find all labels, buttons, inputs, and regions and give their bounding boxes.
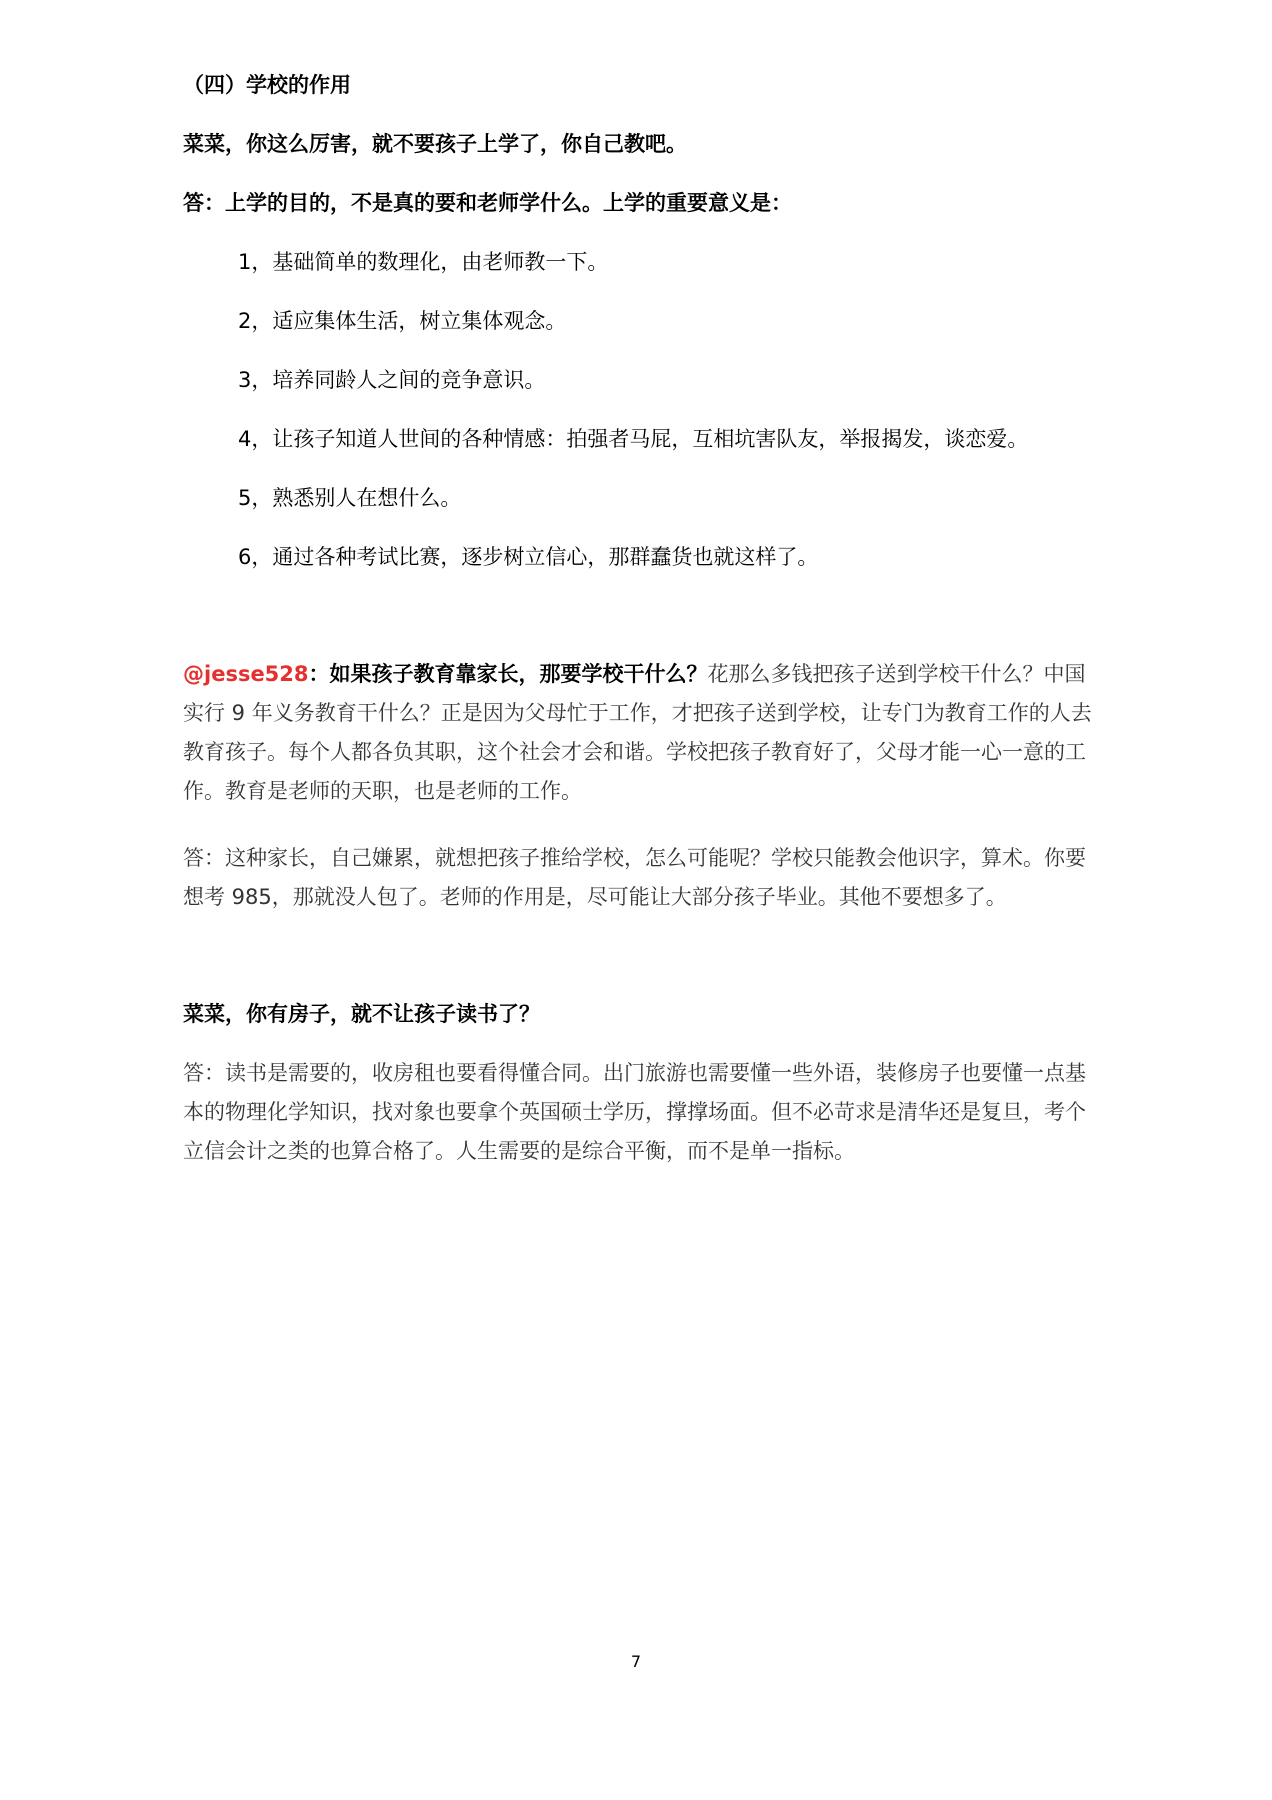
answer-1-lead: 答：上学的目的，不是真的要和老师学什么。上学的重要意义是：: [183, 191, 792, 215]
page-number: 7: [630, 1652, 642, 1671]
answer-1-item-4: 4，让孩子知道人世间的各种情感：拍强者马屁，互相坑害队友，举报揭发，谈恋爱。: [238, 427, 1029, 451]
comment-paragraph: [183, 655, 1093, 811]
answer-1-item-6: 6，通过各种考试比赛，逐步树立信心，那群蠢货也就这样了。: [238, 545, 819, 569]
question-1: 菜菜，你这么厉害，就不要孩子上学了，你自己教吧。: [183, 132, 687, 156]
section-heading: （四）学校的作用: [183, 73, 351, 97]
answer-1-item-2: 2，适应集体生活，树立集体观念。: [238, 309, 567, 333]
answer-1-item-5: 5，熟悉别人在想什么。: [238, 486, 462, 510]
answer-3: 答：读书是需要的，收房租也要看得懂合同。出门旅游也需要懂一些外语，装修房子也要懂一点基本的物理化学知识，找对象也要拿个英国硕士学历，撑撑场面。但不必苛求是清华还是复旦，考个立信会计之类的也算合格了。人生需要的是综合平衡，而不是单一指标。: [183, 1061, 1086, 1163]
spacer: [183, 811, 1093, 839]
answer-1-item-1: 1，基础简单的数理化，由老师教一下。: [238, 250, 609, 274]
mention-link[interactable]: @jesse528: [183, 662, 309, 686]
answer-1-item-3: 3，培养同龄人之间的竞争意识。: [238, 368, 546, 392]
answer-2: 答：这种家长，自己嫌累，就想把孩子推给学校，怎么可能呢？学校只能教会他识字，算术。你要想考 985，那就没人包了。老师的作用是，尽可能让大部分孩子毕业。其他不要想多了。: [183, 846, 1086, 909]
page-content: [183, 66, 1093, 1171]
comment-question: ：如果孩子教育靠家长，那要学校干什么？: [308, 662, 708, 686]
comment-body: 花那么多钱把孩子送到学校干什么？中国实行 9 年义务教育干什么？正是因为父母忙于工作，才把孩子送到学校，让专门为教育工作的人去教育孩子。每个人都各负其职，这个社会才会和谐。学校把孩子教育好了，父母才能一心一意的工作。教育是老师的天职，也是老师的工作。: [183, 662, 1092, 803]
spacer: [183, 597, 1093, 655]
spacer: [183, 917, 1093, 995]
question-2: 菜菜，你有房子，就不让孩子读书了？: [183, 1002, 540, 1026]
